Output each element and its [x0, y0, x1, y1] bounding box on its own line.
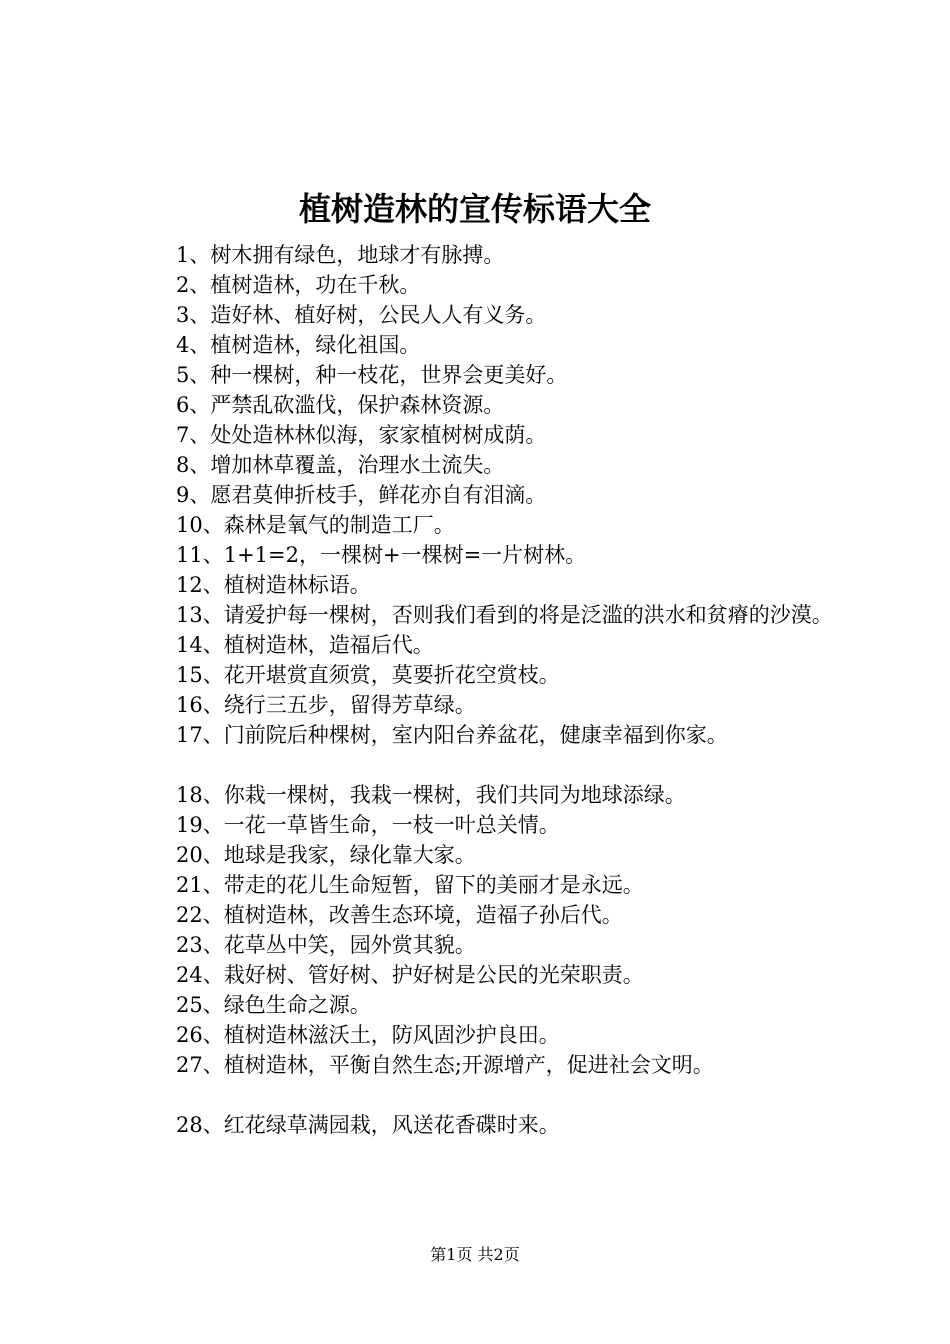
- list-item: 19、一花一草皆生命，一枝一叶总关情。: [176, 813, 560, 837]
- list-item: 28、红花绿草满园栽，风送花香碟时来。: [176, 1113, 560, 1137]
- list-item: 2、植树造林，功在千秋。: [176, 273, 421, 297]
- page-footer: 第1页 共2页: [430, 1245, 520, 1264]
- list-item: 27、植树造林，平衡自然生态;开源增产，促进社会文明。: [176, 1053, 714, 1077]
- list-item: 14、植树造林，造福后代。: [176, 633, 434, 657]
- list-item: 8、增加林草覆盖，治理水土流失。: [176, 453, 505, 477]
- document-title: 植树造林的宣传标语大全: [298, 190, 651, 228]
- list-item: 11、1+1=2，一棵树+一棵树=一片树林。: [176, 543, 587, 567]
- list-item: 1、树木拥有绿色，地球才有脉搏。: [176, 243, 505, 267]
- list-item: 10、森林是氧气的制造工厂。: [176, 513, 455, 537]
- slogan-list: [130, 240, 860, 1140]
- list-item: 25、绿色生命之源。: [176, 993, 371, 1017]
- list-item: 16、绕行三五步，留得芳草绿。: [176, 693, 476, 717]
- list-item: 12、植树造林标语。: [176, 573, 371, 597]
- list-item: 6、严禁乱砍滥伐，保护森林资源。: [176, 393, 505, 417]
- list-item: 23、花草丛中笑，园外赏其貌。: [176, 933, 476, 957]
- list-item: 17、门前院后种棵树，室内阳台养盆花，健康幸福到你家。: [176, 723, 728, 747]
- list-item: 7、处处造林林似海，家家植树树成荫。: [176, 423, 547, 447]
- list-item: 20、地球是我家，绿化靠大家。: [176, 843, 476, 867]
- list-item: 15、花开堪赏直须赏，莫要折花空赏枝。: [176, 663, 560, 687]
- list-item: 22、植树造林，改善生态环境，造福子孙后代。: [176, 903, 623, 927]
- list-item: 24、栽好树、管好树、护好树是公民的光荣职责。: [176, 963, 644, 987]
- list-item: 9、愿君莫伸折枝手，鲜花亦自有泪滴。: [176, 483, 547, 507]
- list-item: 13、请爱护每一棵树，否则我们看到的将是泛滥的洪水和贫瘠的沙漠。: [176, 603, 833, 627]
- list-item: 4、植树造林，绿化祖国。: [176, 333, 421, 357]
- list-item: 21、带走的花儿生命短暂，留下的美丽才是永远。: [176, 873, 644, 897]
- list-item: 5、种一棵树，种一枝花，世界会更美好。: [176, 363, 568, 387]
- list-item: 26、植树造林滋沃土，防风固沙护良田。: [176, 1023, 560, 1047]
- list-item: 18、你栽一棵树，我栽一棵树，我们共同为地球添绿。: [176, 783, 686, 807]
- list-item: 3、造好林、植好树，公民人人有义务。: [176, 303, 547, 327]
